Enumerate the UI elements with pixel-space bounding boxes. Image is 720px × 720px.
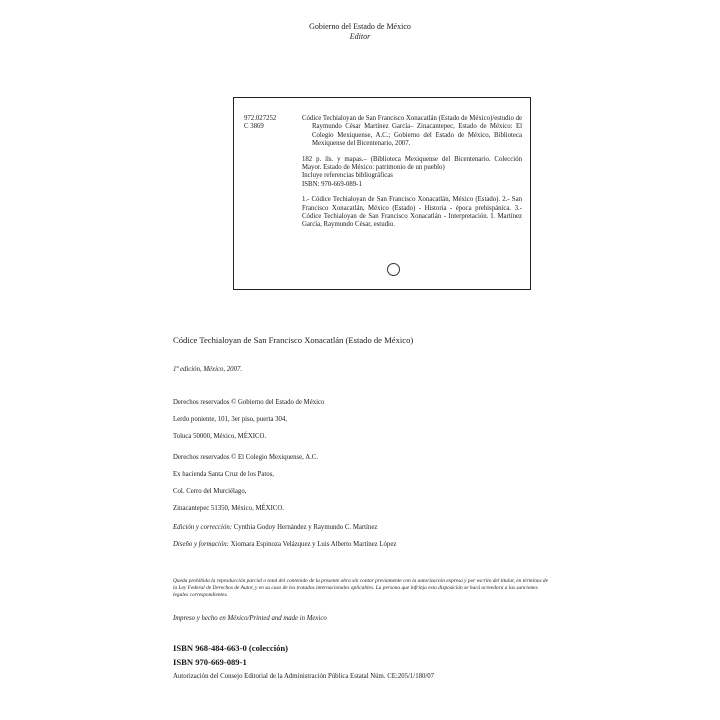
rights-line: Toluca 50000, México, MÉXICO.: [173, 433, 267, 440]
rights-block-colegio: [173, 449, 673, 517]
rights-line: Zinacantepec 51350, México, MÉXICO.: [173, 505, 284, 512]
card-body: [302, 115, 522, 230]
rights-line: Derechos reservados © Gobierno del Estado de México: [173, 399, 325, 406]
publisher-role: Editor: [349, 32, 371, 41]
isbn-volume: ISBN 970-669-089-1: [173, 657, 247, 667]
publisher-header: [0, 22, 720, 42]
rights-line: Col. Cerro del Murciélago,: [173, 488, 247, 495]
credits-editing: [173, 523, 673, 532]
rights-line: Ex hacienda Santa Cruz de los Patos,: [173, 471, 274, 478]
call-number-line: 972.027252: [244, 115, 277, 122]
rights-line: Lerdo poniente, 101, 3er piso, puerta 304,: [173, 416, 288, 423]
card-hole-icon: [387, 263, 400, 276]
editing-label: Edición y corrección:: [173, 524, 233, 531]
book-title: Códice Techialoyan de San Francisco Xonacatlán (Estado de México): [173, 335, 414, 345]
catalog-card: [233, 97, 531, 290]
legal-notice: Queda prohibida la reproducción parcial o total del contenido de la presente obra sin contar previamente con la autorización expresa y por escrito del titular, en términos de la Ley Federal de Derechos de Autor, y en su caso de los tratados internacionales aplicables. La persona que infrinja esta disposición se hará acreedora a las sanciones legales correspondientes.: [173, 578, 548, 599]
rights-line: Derechos reservados © El Colegio Mexiquense, A.C.: [173, 454, 319, 461]
design-names: Xiomara Espinoza Velázquez y Luis Alberto Martínez López: [230, 541, 397, 548]
isbn-collection: ISBN 968-484-663-0 (colección): [173, 643, 289, 653]
card-references: Incluye referencias bibliográficas: [302, 172, 393, 180]
editing-names: Cynthia Godoy Hernández y Raymundo C. Martínez: [233, 524, 378, 531]
design-label: Diseño y formación:: [173, 541, 229, 548]
authorization-line: Autorización del Consejo Editorial de la Administración Pública Estatal Núm. CE:205/1/180/07: [173, 673, 435, 680]
credits-design: [173, 540, 673, 549]
card-isbn: ISBN: 970-669-089-1: [302, 180, 362, 188]
call-number-line: C 3869: [244, 123, 264, 131]
edition-line: 1ª edición, México, 2007.: [173, 366, 243, 373]
rights-block-gobierno: [173, 394, 673, 445]
card-subjects: 1.- Códice Techialoyan de San Francisco Xonacatlán, México (Estado). 2.- San Francisco Xonacatlán, México (Estado) - Historia - época prehispánica. 3.- Códice Techialoyan de San Francisco Xonacatlán - Interpretación. I. Martínez García, Raymundo César, estudio.: [302, 196, 522, 229]
card-physical-description: 182 p. ils. y mapas.– (Biblioteca Mexiquense del Bicentenario. Colección Mayor. Estado de México: patrimonio de un pueblo): [302, 155, 522, 172]
publisher-name: Gobierno del Estado de México: [309, 22, 411, 31]
card-entry: Códice Techialoyan de San Francisco Xonacatlán (Estado de México)/estudio de Raymundo César Martínez García– Zinacantepec, Estado de México: El Colegio Mexiquense, A.C.; Gobierno del Estado de México, Biblioteca Mexiquense del Bicentenario, 2007.: [302, 115, 522, 148]
call-number: [244, 115, 276, 132]
printed-in-line: Impreso y hecho en México/Printed and made in Mexico: [173, 615, 327, 622]
